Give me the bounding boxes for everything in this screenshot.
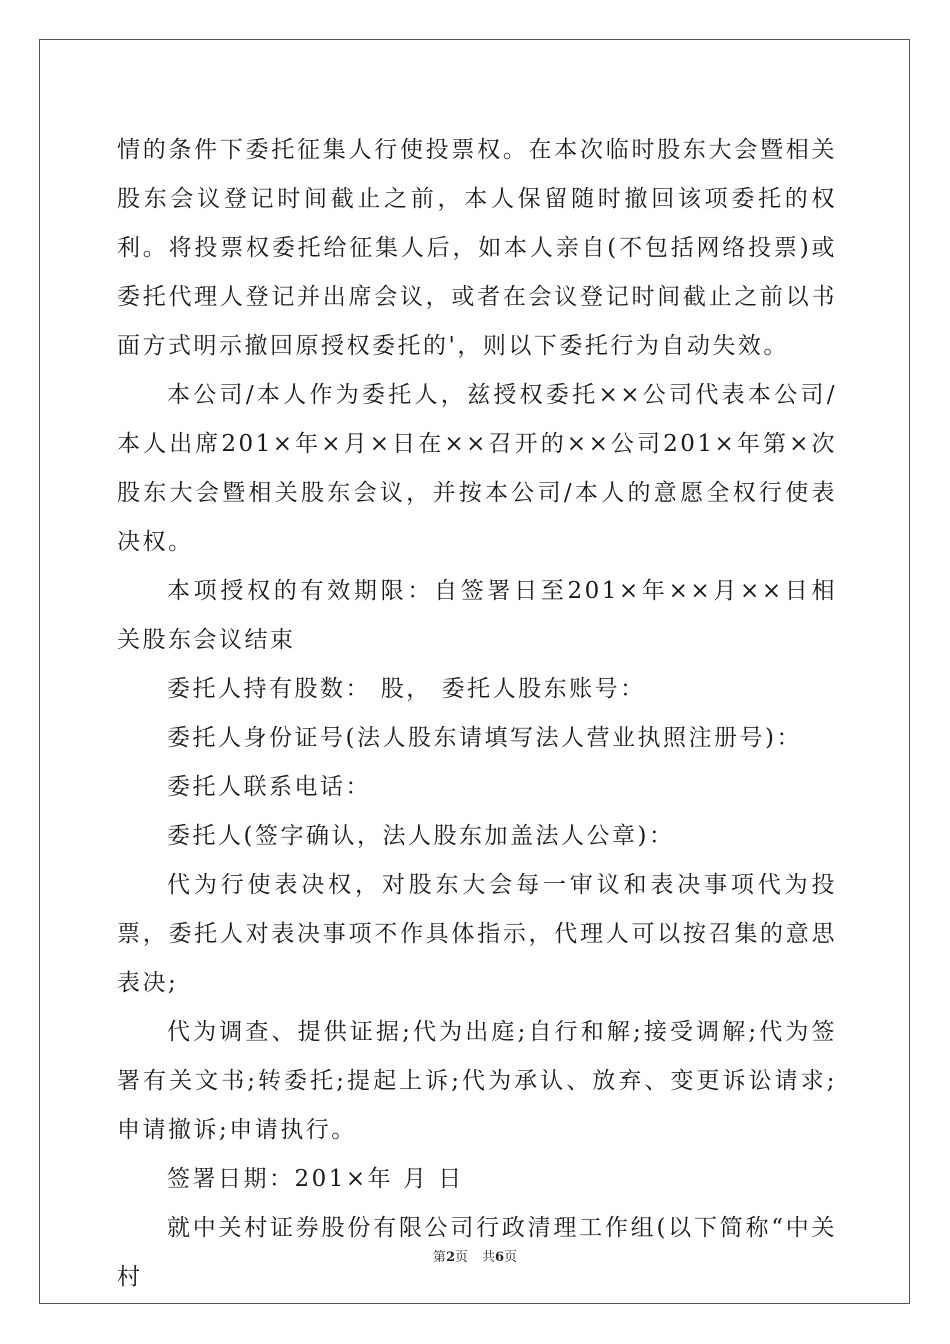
page-footer [0,1246,950,1265]
page-prefix: 第 [432,1250,446,1265]
paragraph: 委托人(签字确认，法人股东加盖法人公章)： [167,823,675,849]
total-prefix: 共 [482,1250,496,1265]
paragraph: 代为调查、提供证据;代为出庭;自行和解;接受调解;代为签署有关文书;转委托;提起上诉;代为承认、放弃、变更诉讼请求;申请撤诉;申请执行。 [117,1019,837,1143]
paragraph: 签署日期：201×年 月 日 [167,1166,464,1192]
paragraph: 委托人联系电话： [167,774,371,800]
paragraph: 情的条件下委托征集人行使投票权。在本次临时股东大会暨相关股东会议登记时间截止之前，本人保留随时撤回该项委托的权利。将投票权委托给征集人后，如本人亲自(不包括网络投票)或委托代理人登记并出席会议，或者在会议登记时间截止之前以书面方式明示撤回原授权委托的'，则以下委托行为自动失效。 [117,137,837,359]
page-suffix: 页 [454,1250,468,1265]
total-suffix: 页 [504,1250,518,1265]
page-number: 2 [445,1250,455,1265]
paragraph: 本项授权的有效期限：自签署日至201×年××月××日相关股东会议结束 [117,578,837,653]
paragraph: 委托人持有股数： 股， 委托人股东账号： [167,676,646,702]
total-pages: 6 [495,1250,505,1265]
document-body [117,126,837,1302]
paragraph: 就中关村证券股份有限公司行政清理工作组(以下简称“中关村 [117,1215,837,1290]
paragraph: 委托人身份证号(法人股东请填写法人营业执照注册号)： [167,725,802,751]
paragraph: 代为行使表决权，对股东大会每一审议和表决事项代为投票，委托人对表决事项不作具体指示，代理人可以按召集的意思表决; [117,872,837,996]
paragraph: 本公司/本人作为委托人，兹授权委托××公司代表本公司/本人出席201×年×月×日在××召开的××公司201×年第×次股东大会暨相关股东会议，并按本公司/本人的意愿全权行使表决权。 [117,382,837,555]
